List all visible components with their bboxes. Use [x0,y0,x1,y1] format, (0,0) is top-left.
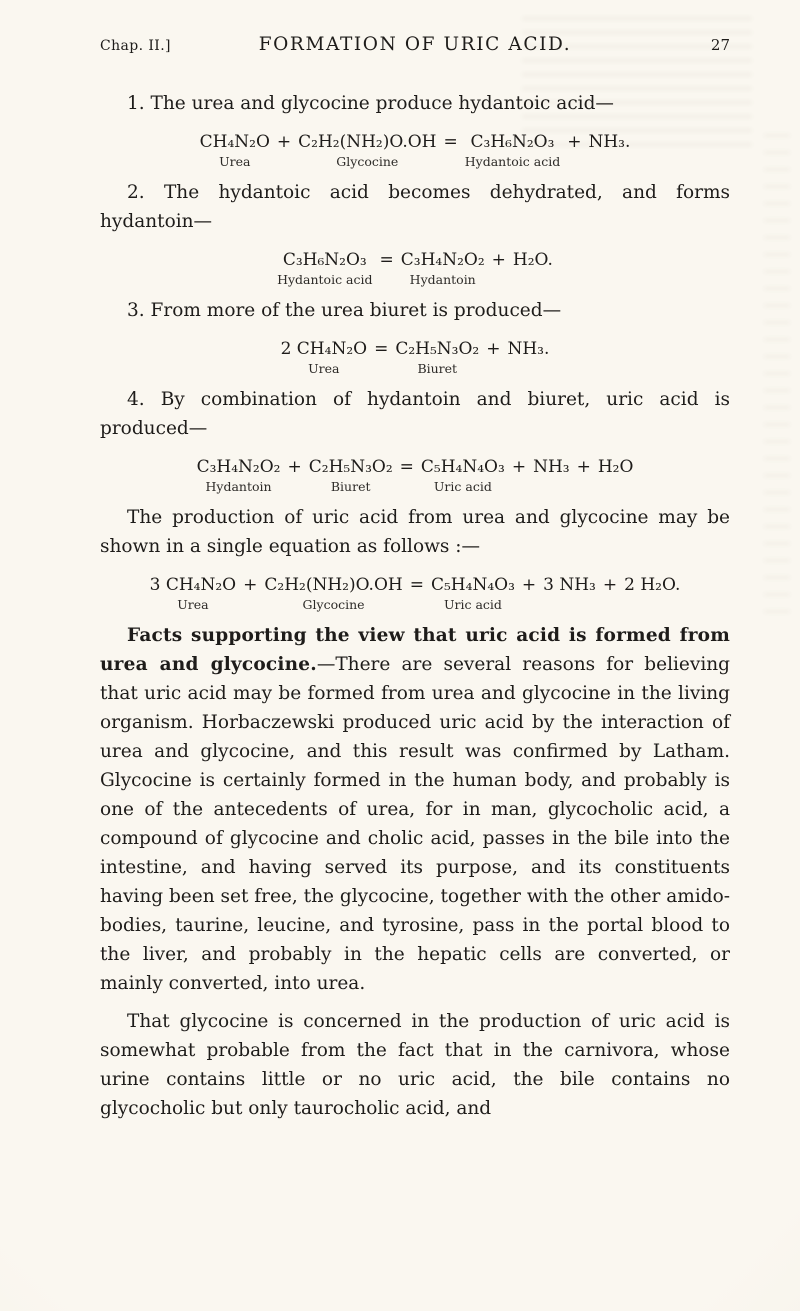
compound-label: Uric acid [443,597,502,612]
chemical-formula: 2 CH₄N₂O [280,339,368,359]
chemical-term [598,456,634,478]
compound-label: Hydantoic acid [464,154,561,169]
chemical-formula: 3 CH₄N₂O [149,575,237,595]
chemical-term [624,574,680,596]
equation-hydantoin-formation [100,249,730,287]
equation-operator: = [443,132,458,152]
chemical-term [513,249,553,271]
chemical-formula: 3 NH₃ [543,575,596,595]
paragraph-single-equation-intro: The production of uric acid from urea and glycocine may be shown in a single equation as follows :— [100,507,730,557]
chemical-term [197,456,281,494]
equation-operator: + [243,575,258,595]
equation-operator: + [486,339,501,359]
chapter-label: Chap. II.] [100,38,171,54]
equation-operator: + [521,575,537,595]
equation-operator: = [399,457,414,477]
chemical-formula: H₂O. [512,250,553,270]
chemical-term [431,574,515,612]
compound-label: Hydantoin [205,479,272,494]
chemical-term [298,131,436,169]
compound-label: Hydantoic acid [277,272,373,287]
chemical-term [309,456,393,494]
chemical-formula: C₂H₂(NH₂)O.OH [298,132,437,152]
equation-operator: + [276,132,292,152]
compound-label: Glycocine [302,597,365,612]
chemical-term [465,131,560,169]
chemical-formula: C₅H₄N₄O₃ [430,575,515,595]
equation-operator: = [409,575,424,595]
compound-label: Uric acid [433,479,492,494]
chemical-formula: H₂O [597,457,634,477]
chemical-formula: C₂H₂(NH₂)O.OH [264,575,403,595]
chemical-formula: C₂H₅N₃O₂ [395,339,480,359]
equation-operator: + [287,457,302,477]
page-header [100,34,730,55]
equation-overall [100,574,730,612]
chemical-term [401,249,485,287]
chemical-term [421,456,505,494]
equation-operator: + [511,457,527,477]
chemical-formula: NH₃ [533,457,570,477]
paragraph-step-3: 3. From more of the urea biuret is produced— [127,300,562,321]
equation-operator: + [576,457,591,477]
chemical-term [264,574,402,612]
chemical-term [533,456,570,478]
chemical-formula: NH₃. [588,132,631,152]
equation-operator: = [379,250,394,270]
chemical-formula: 2 H₂O. [624,575,681,595]
facts-heading: Facts supporting the view that uric acid is formed from urea and glycocine. [100,625,730,675]
compound-label: Glycocine [336,154,399,169]
chemical-term [507,338,549,360]
equation-operator: + [567,132,582,152]
page-title: FORMATION OF URIC ACID. [258,34,572,55]
equation-operator: + [491,250,506,270]
compound-label: Biuret [417,361,458,376]
chemical-term [395,338,479,376]
equation-operator: = [374,339,389,359]
equation-uric-acid-formation [100,456,730,494]
page-number: 27 [710,36,730,54]
chemical-formula: C₃H₆N₂O₃ [282,250,367,270]
paragraph-step-1: 1. The urea and glycocine produce hydantoic acid— [127,93,614,114]
paragraph-carnivora: That glycocine is concerned in the production of uric acid is somewhat probable from the fact that in the carnivora, whose urine contains little or no uric acid, the bile contains no glycocholic but only taurocholic acid, and [100,1011,730,1119]
chemical-term [281,338,368,376]
equation-operator: + [602,575,618,595]
chemical-formula: C₃H₄N₂O₂ [196,457,281,477]
equation-biuret-formation [100,338,730,376]
compound-label: Urea [219,154,251,169]
chemical-formula: C₅H₄N₄O₃ [420,457,505,477]
compound-label: Biuret [330,479,371,494]
paragraph-facts [100,621,730,998]
chemical-term [588,131,630,153]
chemical-term [277,249,372,287]
chemical-term [150,574,237,612]
facts-body-text: —There are several reasons for believing that uric acid may be formed from urea and glycocine in the living organism. Horbaczewski produced uric acid by the interaction of urea and glycocine, and this result was confirmed by Latham. Glycocine is certainly formed in the human body, and probably is one of the antecedents of urea, for in man, glycocholic acid, a compound of glycocine and cholic acid, passes in the bile into the intestine, and having served its purpose, and its constituents having been set free, the glycocine, together with the other amido-bodies, taurine, leucine, and tyrosine, pass in the portal blood to the liver, and probably in the hepatic cells are converted, or mainly converted, into urea. [100,654,730,994]
compound-label: Urea [308,361,340,376]
chemical-formula: NH₃. [507,339,550,359]
paragraph-step-4: 4. By combination of hydantoin and biuret, uric acid is produced— [100,389,730,439]
paragraph-step-2: 2. The hydantoic acid becomes dehydrated, and forms hydantoin— [100,182,730,232]
chemical-formula: C₃H₄N₂O₂ [400,250,485,270]
chemical-term [543,574,596,596]
scan-bleed-artifact-edge [764,120,790,620]
chemical-formula: C₂H₅N₃O₂ [308,457,393,477]
chemical-formula: C₃H₆N₂O₃ [470,132,555,152]
compound-label: Hydantoin [409,272,476,287]
compound-label: Urea [177,597,209,612]
equation-urea-glycocine [100,131,730,169]
chemical-term [200,131,270,169]
chemical-formula: CH₄N₂O [199,132,270,152]
